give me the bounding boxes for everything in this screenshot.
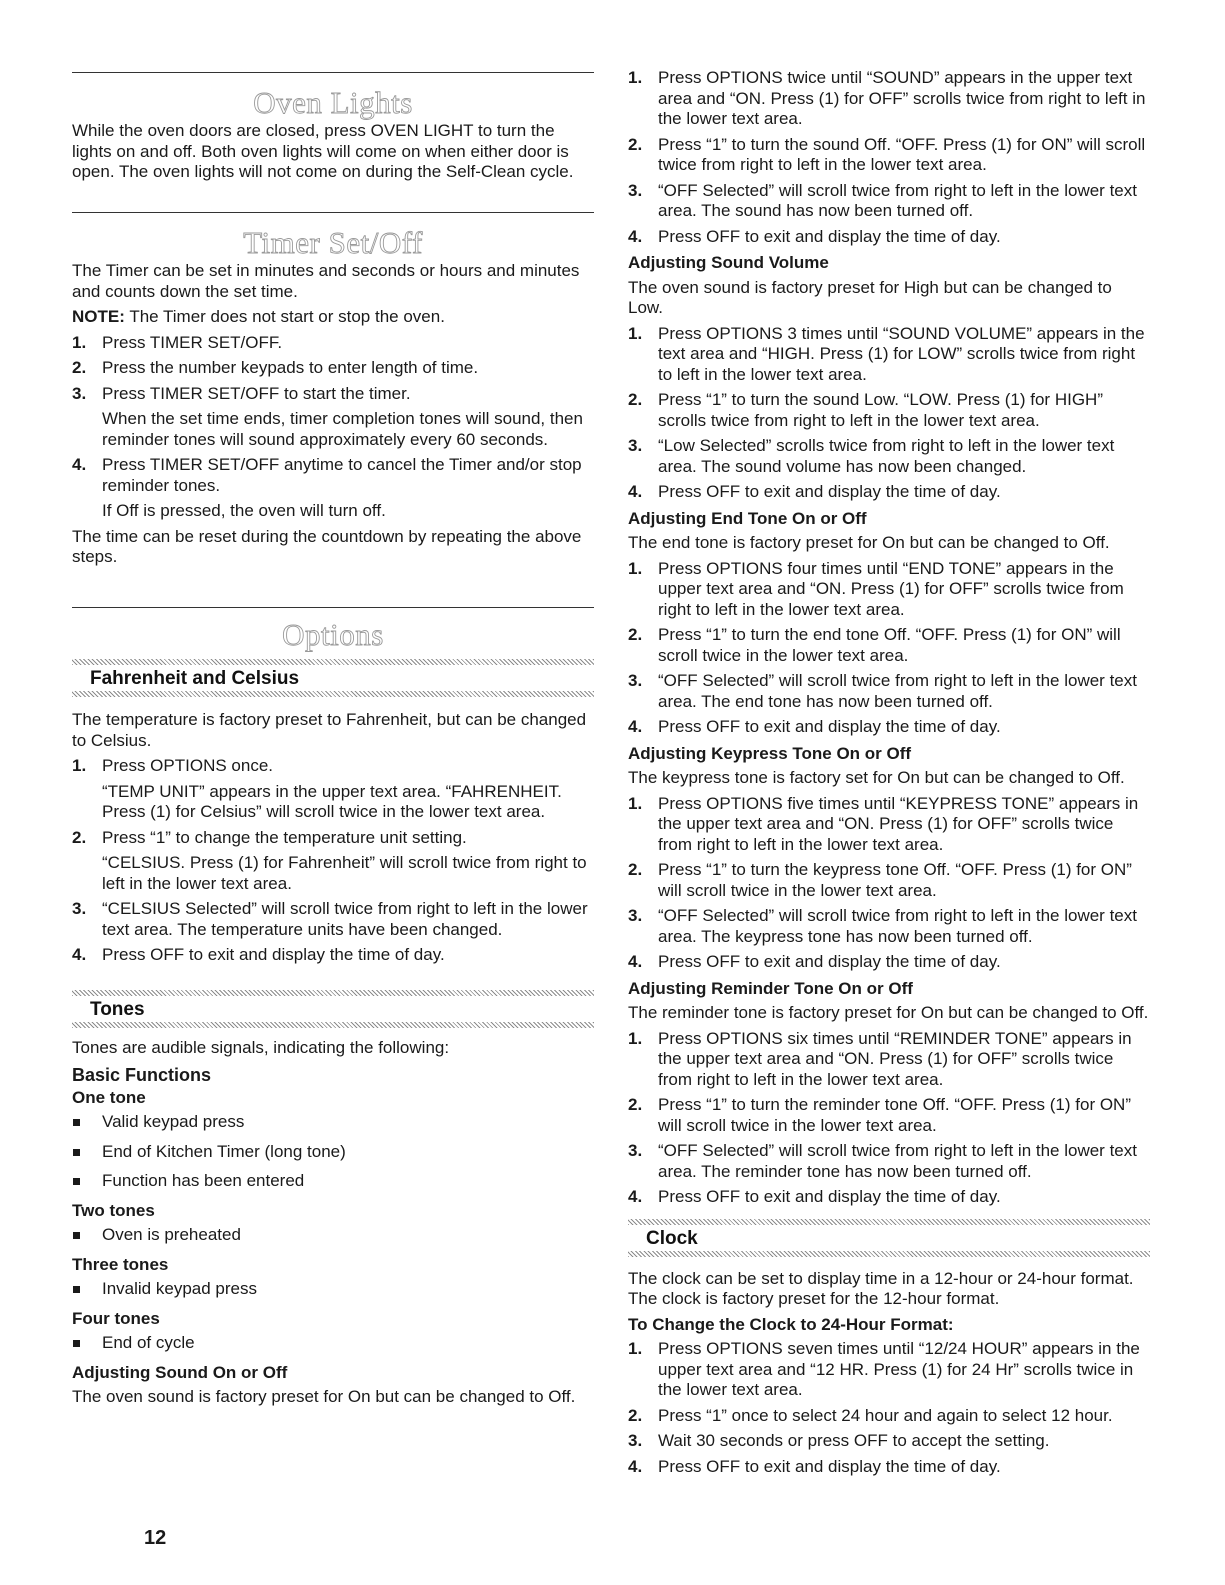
step-item xyxy=(628,1141,1150,1182)
timer-title: Timer Set/Off xyxy=(243,225,423,260)
keypress-tone-title: Adjusting Keypress Tone On or Off xyxy=(628,743,912,763)
step-item xyxy=(628,1457,1150,1478)
step-item xyxy=(628,906,1150,947)
list-item-text: Function has been entered xyxy=(102,1171,305,1190)
list-item-text: Oven is preheated xyxy=(102,1225,241,1244)
sound-onoff-title: Adjusting Sound On or Off xyxy=(72,1362,288,1382)
list-item-text: End of cycle xyxy=(102,1333,195,1352)
three-tones-label: Three tones xyxy=(72,1254,169,1274)
two-tones-label: Two tones xyxy=(72,1200,155,1220)
step-subtext: When the set time ends, timer completion tones will sound, then reminder tones will sound approximately every 60 seconds. xyxy=(102,409,583,449)
step-item xyxy=(628,952,1150,973)
step-text: Press “1” to turn the sound Off. “OFF. Press (1) for ON” will scroll twice from right to left in the lower text area. xyxy=(658,134,1146,174)
sound-volume-intro: The oven sound is factory preset for High but can be changed to Low. xyxy=(628,277,1112,317)
step-number: 1. xyxy=(72,756,87,775)
step-number: 4. xyxy=(72,455,87,474)
step-number: 4. xyxy=(628,1456,643,1476)
step-number: 1. xyxy=(628,558,643,578)
step-number: 1. xyxy=(628,793,643,813)
page-number: 12 xyxy=(144,1527,167,1549)
step-number: 2. xyxy=(72,827,87,847)
square-bullet-icon xyxy=(73,1178,80,1185)
step-text: Press OPTIONS four times until “END TONE” appears in the upper text area and “ON. Press (1) for OFF” scrolls twice from right to left in the lower text area. xyxy=(658,558,1124,619)
step-number: 2. xyxy=(628,1405,643,1425)
timer-steps xyxy=(72,333,594,522)
step-item xyxy=(628,1187,1150,1208)
step-number: 2. xyxy=(72,358,87,377)
step-item xyxy=(72,899,594,940)
step-text: Press OPTIONS six times until “REMINDER TONE” appears in the upper text area and “ON. Press (1) for OFF” scrolls twice from right to left in the lower text area. xyxy=(658,1028,1132,1089)
step-item xyxy=(72,828,594,895)
list-item xyxy=(72,1333,594,1354)
step-item xyxy=(628,1339,1150,1401)
step-text: Press OFF to exit and display the time of day. xyxy=(658,226,1001,246)
step-item xyxy=(628,559,1150,621)
step-item xyxy=(72,384,594,451)
sound-onoff-intro: The oven sound is factory preset for On but can be changed to Off. xyxy=(72,1387,576,1406)
square-bullet-icon xyxy=(73,1119,80,1126)
list-item-text: Valid keypad press xyxy=(102,1112,245,1131)
step-item xyxy=(628,436,1150,477)
fahrenheit-steps xyxy=(72,756,594,966)
step-text: Press OFF to exit and display the time of day. xyxy=(102,945,445,964)
three-tones-list xyxy=(72,1279,594,1300)
reminder-tone-steps xyxy=(628,1029,1150,1208)
step-number: 3. xyxy=(628,436,643,455)
timer-outro: The time can be reset during the countdown by repeating the above steps. xyxy=(72,526,582,566)
oven-lights-title: Oven Lights xyxy=(253,85,413,120)
square-bullet-icon xyxy=(73,1149,80,1156)
step-text: Press OFF to exit and display the time of day. xyxy=(658,952,1001,971)
square-bullet-icon xyxy=(73,1286,80,1293)
step-item xyxy=(72,358,594,379)
hatch-divider xyxy=(628,1219,1150,1225)
step-number: 4. xyxy=(628,717,643,736)
right-column-content xyxy=(628,68,1150,1482)
hatch-divider xyxy=(628,1251,1150,1257)
step-text: Press OFF to exit and display the time of day. xyxy=(658,482,1001,501)
step-item xyxy=(628,482,1150,503)
four-tones-list xyxy=(72,1333,594,1354)
list-item xyxy=(72,1279,594,1300)
step-text: Press TIMER SET/OFF. xyxy=(102,332,283,352)
step-number: 3. xyxy=(628,180,643,200)
step-item xyxy=(628,1029,1150,1091)
options-title: Options xyxy=(282,617,384,652)
step-item xyxy=(628,671,1150,712)
timer-note xyxy=(72,307,594,328)
step-text: “OFF Selected” will scroll twice from right to left in the lower text area. The reminder tone has now been turned off. xyxy=(658,1141,1137,1181)
step-text: Press “1” to turn the end tone Off. “OFF. Press (1) for ON” will scroll twice in the lower text area. xyxy=(658,625,1121,665)
oven-lights-text: While the oven doors are closed, press OVEN LIGHT to turn the lights on and off. Both oven lights will come on when either door is open. The oven lights will not come on during the Self-Clean cycle. xyxy=(72,121,574,181)
step-subtext: “CELSIUS. Press (1) for Fahrenheit” will scroll twice from right to left in the lower text area. xyxy=(102,853,587,893)
step-text: “OFF Selected” will scroll twice from right to left in the lower text area. The sound has now been turned off. xyxy=(658,180,1137,220)
list-item-text: End of Kitchen Timer (long tone) xyxy=(102,1141,346,1161)
step-subtext: “TEMP UNIT” appears in the upper text area. “FAHRENHEIT. Press (1) for Celsius” will scroll twice in the lower text area. xyxy=(102,781,562,821)
keypress-tone-steps xyxy=(628,794,1150,973)
clock-intro: The clock can be set to display time in a 12-hour or 24-hour format. The clock is factory preset for the 12-hour format. xyxy=(628,1268,1134,1308)
step-number: 4. xyxy=(628,482,643,501)
step-item xyxy=(628,1431,1150,1452)
step-text: Press OPTIONS five times until “KEYPRESS TONE” appears in the upper text area and “ON. Press (1) for OFF” scrolls twice from right to left in the lower text area. xyxy=(658,793,1139,854)
square-bullet-icon xyxy=(73,1232,80,1239)
end-tone-intro: The end tone is factory preset for On but can be changed to Off. xyxy=(628,533,1110,552)
clock-header xyxy=(628,1219,1150,1257)
step-number: 1. xyxy=(628,1028,643,1048)
step-text: Press “1” to turn the reminder tone Off. “OFF. Press (1) for ON” will scroll twice in the lower text area. xyxy=(658,1095,1131,1135)
step-number: 4. xyxy=(628,1187,643,1206)
step-subtext: If Off is pressed, the oven will turn off. xyxy=(102,501,386,520)
section-rule xyxy=(72,212,594,213)
step-number: 2. xyxy=(628,860,643,879)
step-item xyxy=(628,390,1150,431)
step-number: 3. xyxy=(72,899,87,918)
step-item xyxy=(628,68,1150,130)
end-tone-steps xyxy=(628,559,1150,738)
oven-lights-section xyxy=(72,121,594,188)
timer-intro: The Timer can be set in minutes and seconds or hours and minutes and counts down the set time. xyxy=(72,261,580,301)
step-number: 3. xyxy=(628,906,643,925)
step-number: 3. xyxy=(628,1431,643,1450)
step-item xyxy=(628,1095,1150,1136)
tones-intro: Tones are audible signals, indicating the following: xyxy=(72,1038,450,1057)
step-text: “Low Selected” scrolls twice from right to left in the lower text area. The sound volume has now been changed. xyxy=(658,436,1115,476)
tones-section xyxy=(72,990,594,1413)
hatch-divider xyxy=(72,990,594,996)
list-item-text: Invalid keypad press xyxy=(102,1279,257,1298)
step-number: 1. xyxy=(628,1339,643,1358)
note-text: The Timer does not start or stop the oven. xyxy=(129,307,445,326)
step-item xyxy=(72,455,594,522)
step-text: Press “1” to change the temperature unit setting. xyxy=(102,827,467,847)
fahrenheit-title: Fahrenheit and Celsius xyxy=(90,668,300,689)
sound-volume-steps xyxy=(628,324,1150,503)
clock-title: Clock xyxy=(646,1227,698,1249)
two-tones-list xyxy=(72,1225,594,1246)
tones-header xyxy=(72,990,594,1028)
step-number: 1. xyxy=(628,68,643,87)
sound-onoff-steps xyxy=(628,68,1150,247)
list-item xyxy=(72,1142,594,1163)
step-number: 3. xyxy=(628,671,643,690)
step-item xyxy=(72,945,594,966)
step-item xyxy=(72,333,594,354)
timer-section xyxy=(72,261,594,573)
step-text: Wait 30 seconds or press OFF to accept the setting. xyxy=(658,1431,1050,1450)
step-text: Press “1” to turn the keypress tone Off. “OFF. Press (1) for ON” will scroll twice in the lower text area. xyxy=(658,860,1132,900)
clock-steps xyxy=(628,1339,1150,1477)
list-item xyxy=(72,1112,594,1133)
step-number: 2. xyxy=(628,625,643,644)
step-item xyxy=(628,717,1150,738)
step-text: Press “1” once to select 24 hour and again to select 12 hour. xyxy=(658,1405,1113,1425)
step-text: Press OFF to exit and display the time of day. xyxy=(658,1456,1001,1476)
step-item xyxy=(628,227,1150,248)
fahrenheit-section xyxy=(72,659,594,971)
list-item xyxy=(72,1171,594,1192)
section-rule xyxy=(72,607,594,608)
step-number: 4. xyxy=(628,226,643,246)
sound-volume-title: Adjusting Sound Volume xyxy=(628,253,829,272)
step-text: Press the number keypads to enter length of time. xyxy=(102,358,479,377)
step-text: “OFF Selected” will scroll twice from right to left in the lower text area. The end tone has now been turned off. xyxy=(658,671,1137,711)
square-bullet-icon xyxy=(73,1340,80,1347)
step-item xyxy=(628,1406,1150,1427)
fahrenheit-intro: The temperature is factory preset to Fahrenheit, but can be changed to Celsius. xyxy=(72,710,587,750)
keypress-tone-intro: The keypress tone is factory set for On but can be changed to Off. xyxy=(628,768,1125,787)
basic-functions-title: Basic Functions xyxy=(72,1064,212,1085)
step-number: 4. xyxy=(628,952,643,971)
step-text: “OFF Selected” will scroll twice from right to left in the lower text area. The keypress tone has now been turned off. xyxy=(658,906,1137,946)
step-item xyxy=(628,860,1150,901)
step-item xyxy=(628,794,1150,856)
hatch-divider xyxy=(72,691,594,697)
step-number: 4. xyxy=(72,945,87,964)
step-number: 3. xyxy=(628,1141,643,1160)
note-label: NOTE: xyxy=(72,307,125,326)
hatch-divider xyxy=(72,659,594,665)
hatch-divider xyxy=(72,1022,594,1028)
tones-title: Tones xyxy=(90,999,145,1020)
fahrenheit-header xyxy=(72,659,594,697)
step-number: 2. xyxy=(628,390,643,409)
one-tone-list xyxy=(72,1112,594,1192)
step-text: Press OPTIONS seven times until “12/24 HOUR” appears in the upper text area and “12 HR. Press (1) for 24 Hr” scrolls twice in the lower text area. xyxy=(658,1339,1140,1399)
list-item xyxy=(72,1225,594,1246)
section-rule xyxy=(72,72,594,73)
step-text: Press OFF to exit and display the time of day. xyxy=(658,717,1001,736)
step-number: 1. xyxy=(628,323,643,343)
step-text: Press OFF to exit and display the time of day. xyxy=(658,1187,1001,1206)
clock-change-title: To Change the Clock to 24-Hour Format: xyxy=(628,1314,954,1334)
step-text: Press OPTIONS 3 times until “SOUND VOLUME” appears in the text area and “HIGH. Press (1) for LOW” scrolls twice from right to left in the lower text area. xyxy=(658,323,1145,384)
end-tone-title: Adjusting End Tone On or Off xyxy=(628,508,867,528)
step-item xyxy=(628,625,1150,666)
step-number: 3. xyxy=(72,383,87,403)
step-text: Press TIMER SET/OFF anytime to cancel the Timer and/or stop reminder tones. xyxy=(102,455,582,495)
step-item xyxy=(628,181,1150,222)
one-tone-label: One tone xyxy=(72,1087,146,1107)
step-item xyxy=(628,135,1150,176)
reminder-tone-intro: The reminder tone is factory preset for On but can be changed to Off. xyxy=(628,1003,1149,1022)
step-text: Press TIMER SET/OFF to start the timer. xyxy=(102,383,411,403)
step-text: Press OPTIONS once. xyxy=(102,756,273,775)
step-number: 2. xyxy=(628,1095,643,1114)
reminder-tone-title: Adjusting Reminder Tone On or Off xyxy=(628,978,913,998)
step-text: Press “1” to turn the sound Low. “LOW. Press (1) for HIGH” scrolls twice from right to left in the lower text area. xyxy=(658,390,1103,430)
step-text: Press OPTIONS twice until “SOUND” appears in the upper text area and “ON. Press (1) for OFF” scrolls twice from right to left in the lower text area. xyxy=(658,68,1146,128)
step-item xyxy=(628,324,1150,386)
step-number: 1. xyxy=(72,332,87,352)
step-number: 2. xyxy=(628,134,643,154)
step-text: “CELSIUS Selected” will scroll twice from right to left in the lower text area. The temperature units have been changed. xyxy=(102,899,588,939)
step-item xyxy=(72,756,594,823)
four-tones-label: Four tones xyxy=(72,1308,160,1328)
